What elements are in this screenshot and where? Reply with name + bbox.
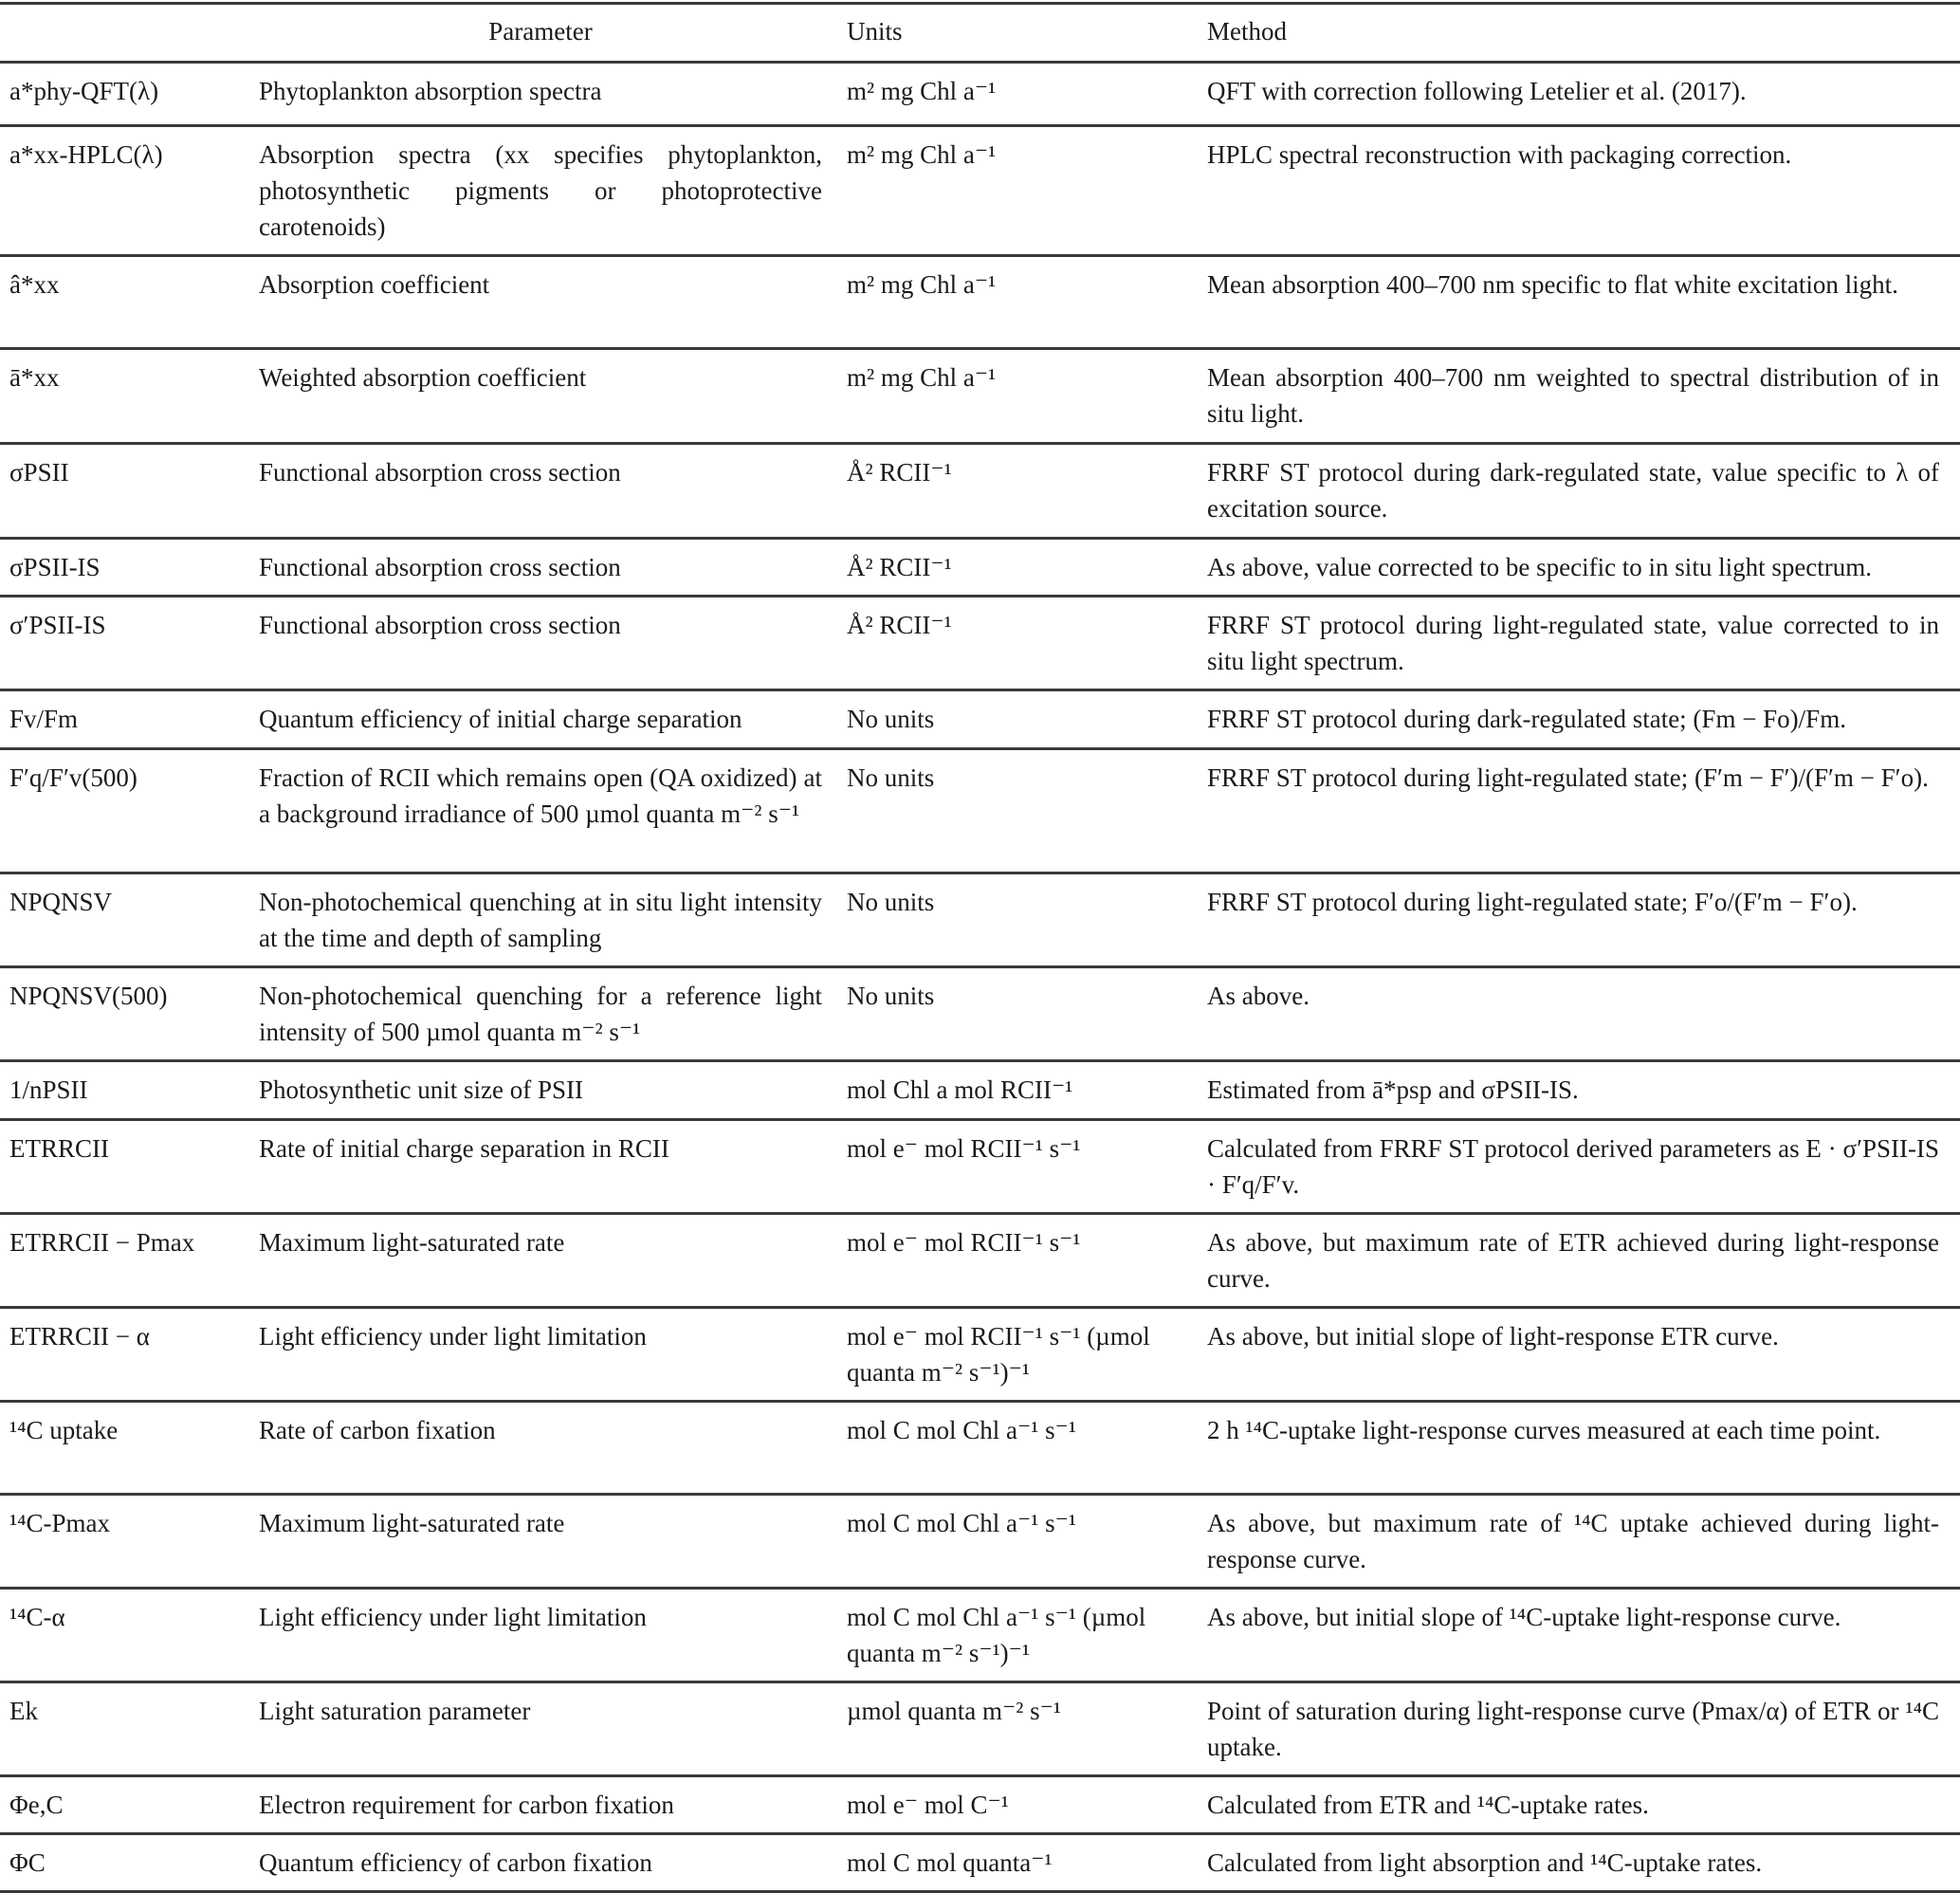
table-row [0,256,1960,349]
symbol-cell: NPQNSV [9,888,113,916]
symbol-cell: ¹⁴C-α [9,1603,65,1631]
symbol-cell: σPSII [9,458,69,487]
method-cell: As above, but maximum rate of ETR achieved during light-response curve. [1207,1228,1939,1293]
table-row [0,873,1960,967]
units-cell: mol e⁻ mol RCII⁻¹ s⁻¹ [847,1228,1081,1257]
method-cell: HPLC spectral reconstruction with packaging correction. [1207,140,1792,169]
method-cell: QFT with correction following Letelier et al. (2017). [1207,77,1747,105]
table-row [0,349,1960,444]
method-cell: Estimated from ā*psp and σPSII-IS. [1207,1075,1579,1104]
method-cell: Calculated from ETR and ¹⁴C-uptake rates. [1207,1791,1649,1819]
symbol-cell: ¹⁴C-Pmax [9,1509,111,1537]
symbol-cell: ETRRCII [9,1134,109,1163]
units-cell: m² mg Chl a⁻¹ [847,363,997,392]
method-cell: As above, but initial slope of light-response ETR curve. [1207,1322,1779,1351]
units-cell: mol e⁻ mol RCII⁻¹ s⁻¹ [847,1134,1081,1163]
method-cell: FRRF ST protocol during dark-regulated state, value specific to λ of excitation source. [1207,458,1939,523]
table-row [0,1214,1960,1308]
units-cell: Å² RCII⁻¹ [847,458,952,487]
symbol-cell: σPSII-IS [9,553,101,581]
symbol-cell: ΦC [9,1848,46,1877]
table-row [0,539,1960,597]
parameter-cell: Non-photochemical quenching at in situ light intensity at the time and depth of sampling [259,888,822,952]
units-cell: mol e⁻ mol C⁻¹ [847,1791,1009,1819]
method-cell: As above, but maximum rate of ¹⁴C uptake achieved during light-response curve. [1207,1509,1939,1573]
table-row [0,1682,1960,1776]
units-cell: m² mg Chl a⁻¹ [847,140,997,169]
parameter-cell: Functional absorption cross section [259,553,621,581]
method-cell: FRRF ST protocol during light-regulated state; (F′m − F′)/(F′m − F′o). [1207,763,1929,792]
units-cell: mol C mol Chl a⁻¹ s⁻¹ (µmol quanta m⁻² s⁻¹)⁻¹ [847,1603,1146,1667]
table-row [0,1308,1960,1402]
units-cell: mol C mol Chl a⁻¹ s⁻¹ [847,1509,1076,1537]
method-cell: 2 h ¹⁴C-uptake light-response curves measured at each time point. [1207,1416,1881,1444]
table-body [0,63,1960,1892]
parameter-cell: Rate of initial charge separation in RCII [259,1134,669,1163]
parameter-cell: Rate of carbon fixation [259,1416,496,1444]
symbol-cell: Ek [9,1697,38,1725]
header-units: Units [847,17,903,46]
table-row [0,1834,1960,1892]
units-cell: mol Chl a mol RCII⁻¹ [847,1075,1073,1104]
units-cell: Å² RCII⁻¹ [847,553,952,581]
parameter-cell: Functional absorption cross section [259,611,621,639]
symbol-cell: 1/nPSII [9,1075,88,1104]
parameter-cell: Functional absorption cross section [259,458,621,487]
symbol-cell: ā*xx [9,363,60,392]
parameter-cell: Non-photochemical quenching for a reference light intensity of 500 µmol quanta m⁻² s⁻¹ [259,982,822,1046]
units-cell: m² mg Chl a⁻¹ [847,77,997,105]
symbol-cell: a*phy-QFT(λ) [9,77,159,105]
parameter-cell: Phytoplankton absorption spectra [259,77,602,105]
parameter-cell: Weighted absorption coefficient [259,363,587,392]
parameter-cell: Fraction of RCII which remains open (QA oxidized) at a background irradiance of 500 µmol quanta m⁻² s⁻¹ [259,763,822,828]
parameter-cell: Photosynthetic unit size of PSII [259,1075,583,1104]
units-cell: mol e⁻ mol RCII⁻¹ s⁻¹ (µmol quanta m⁻² s⁻¹)⁻¹ [847,1322,1150,1387]
units-cell: No units [847,888,935,916]
symbol-cell: NPQNSV(500) [9,982,168,1010]
symbol-cell: ETRRCII − α [9,1322,150,1351]
units-cell: m² mg Chl a⁻¹ [847,270,997,299]
units-cell: No units [847,763,935,792]
symbol-cell: a*xx-HPLC(λ) [9,140,163,169]
symbol-cell: ETRRCII − Pmax [9,1228,195,1257]
header-parameter: Parameter [488,17,593,46]
method-cell: Point of saturation during light-response curve (Pmax/α) of ETR or ¹⁴C uptake. [1207,1697,1939,1761]
parameter-table [0,2,1960,1893]
method-cell: FRRF ST protocol during dark-regulated state; (Fm − Fo)/Fm. [1207,705,1846,733]
table-row [0,444,1960,539]
parameter-cell: Absorption spectra (xx specifies phytoplankton, photosynthetic pigments or photoprotective carotenoids) [259,140,822,241]
table-row [0,1776,1960,1834]
parameter-cell: Light efficiency under light limitation [259,1603,647,1631]
table-row [0,597,1960,690]
symbol-cell: â*xx [9,270,60,299]
parameter-cell: Absorption coefficient [259,270,490,299]
table-row [0,749,1960,873]
parameter-cell: Quantum efficiency of initial charge separation [259,705,742,733]
method-cell: FRRF ST protocol during light-regulated state; F′o/(F′m − F′o). [1207,888,1858,916]
method-cell: As above. [1207,982,1310,1010]
method-cell: Mean absorption 400–700 nm specific to flat white excitation light. [1207,270,1898,299]
table-header-row [0,4,1960,63]
parameter-cell: Quantum efficiency of carbon fixation [259,1848,652,1877]
table-row [0,1402,1960,1495]
symbol-cell: ¹⁴C uptake [9,1416,119,1444]
method-cell: Calculated from light absorption and ¹⁴C-uptake rates. [1207,1848,1763,1877]
units-cell: Å² RCII⁻¹ [847,611,952,639]
table-row [0,967,1960,1061]
symbol-cell: σ′PSII-IS [9,611,106,639]
symbol-cell: Φe,C [9,1791,64,1819]
table-row [0,1589,1960,1682]
symbol-cell: Fv/Fm [9,705,79,733]
header-symbol [0,4,259,63]
units-cell: No units [847,705,935,733]
units-cell: mol C mol quanta⁻¹ [847,1848,1053,1877]
header-method: Method [1207,17,1287,46]
units-cell: No units [847,982,935,1010]
parameter-cell: Maximum light-saturated rate [259,1228,565,1257]
method-cell: As above, but initial slope of ¹⁴C-uptake light-response curve. [1207,1603,1841,1631]
symbol-cell: F′q/F′v(500) [9,763,137,792]
parameter-cell: Electron requirement for carbon fixation [259,1791,674,1819]
units-cell: mol C mol Chl a⁻¹ s⁻¹ [847,1416,1076,1444]
table-row [0,1061,1960,1120]
method-cell: Mean absorption 400–700 nm weighted to spectral distribution of in situ light. [1207,363,1939,428]
table-row [0,1495,1960,1589]
table-row [0,63,1960,126]
parameter-cell: Light efficiency under light limitation [259,1322,647,1351]
parameter-cell: Maximum light-saturated rate [259,1509,565,1537]
method-cell: Calculated from FRRF ST protocol derived parameters as E · σ′PSII-IS · F′q/F′v. [1207,1134,1939,1199]
parameter-cell: Light saturation parameter [259,1697,531,1725]
units-cell: µmol quanta m⁻² s⁻¹ [847,1697,1061,1725]
method-cell: As above, value corrected to be specific to in situ light spectrum. [1207,553,1873,581]
table-row [0,1120,1960,1214]
table-row [0,126,1960,256]
table-row [0,690,1960,749]
method-cell: FRRF ST protocol during light-regulated state, value corrected to in situ light spectrum. [1207,611,1939,675]
